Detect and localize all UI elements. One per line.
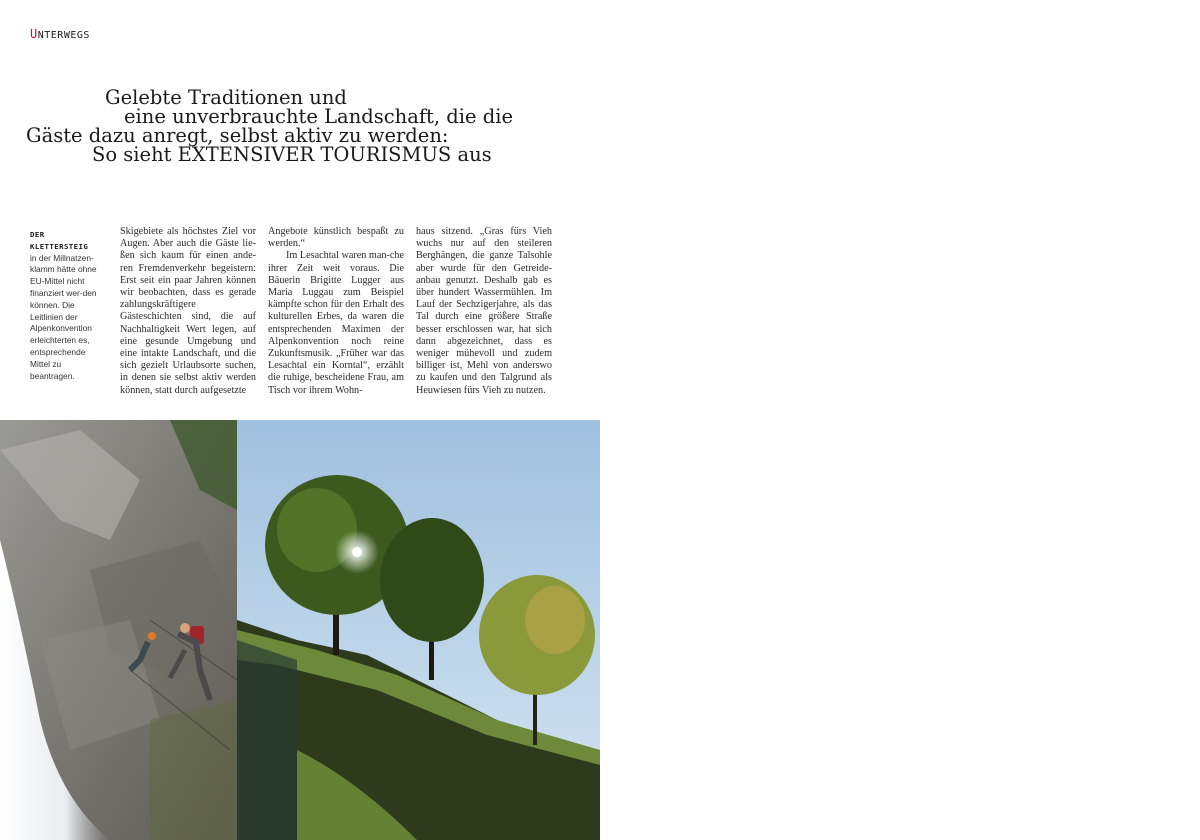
paragraph: Angebote künstlich bespaßt zu werden.“	[268, 226, 404, 250]
section-label-rest: NTERWEGS	[37, 30, 90, 41]
paragraph: haus sitzend. „Gras fürs Vieh wuchs nur auf den steileren Berghängen, die ganze Talsohle aber wurde für den Getreide-anbau genutzt. Deshalb gab es über hundert Wassermühlen. Im Lauf der Sechzigerjahre, als das Tal durch eine größere Straße besser erschlossen war, hat sich dann abgezeichnet, dass es weniger mühevoll und zudem billiger ist, Mehl von anderswo zu kaufen und den Talgrund als Heuwiesen fürs Vieh zu nutzen.	[416, 226, 552, 396]
caption-title-2: KLETTERSTEIG	[30, 241, 89, 251]
headline-line-2: eine unverbrauchte Landschaft, die die	[124, 105, 514, 128]
photo-caption	[30, 229, 102, 382]
headline-line-1: Gelebte Traditionen und	[105, 86, 347, 109]
paragraph: Skigebiete als höchstes Ziel vor Augen. Aber auch die Gäste lie-ßen sich kaum für einen ande-ren Fremdenverkehr begeistern: Erst seit ein paar Jahren können wir beobachten, dass es gerade zahlungskräftigere Gästeschichten sind, die auf Nachhaltigkeit Wert legen, auf eine gesunde Umgebung und eine intakte Landschaft, und die sich gezielt Urlaubsorte suchen, in denen sie selbst aktiv werden können, statt durch aufgesetzte	[120, 226, 256, 396]
body-column-3	[416, 226, 552, 397]
photo-strip	[0, 420, 600, 840]
body-column-2	[268, 226, 404, 397]
section-label	[30, 27, 90, 41]
headline-line-4: So sieht EXTENSIVER TOURISMUS aus	[92, 143, 492, 166]
body-column-1	[120, 226, 256, 397]
caption-text: in der Millnatzen-klamm hätte ohne EU-Mittel nicht finanziert wer-den können. Die Leitlinien der Alpenkonvention erleichterten es, entsprechende Mittel zu beantragen.	[30, 252, 97, 381]
section-label-initial: U	[30, 27, 38, 41]
caption-title-1: DER	[30, 230, 45, 239]
via-ferrata-climbers-photo	[0, 420, 237, 840]
headline-line-3: Gäste dazu anregt, selbst aktiv zu werden:	[26, 124, 449, 147]
trees-on-hillside-photo	[237, 420, 600, 840]
paragraph: Im Lesachtal waren man-che ihrer Zeit weit voraus. Die Bäuerin Brigitte Lugger aus Maria Luggau zum Beispiel kämpfte schon für den Erhalt des kulturellen Erbes, da waren die entsprechenden Maximen der Alpenkonvention noch reine Zukunftsmusik. „Früher war das Lesachtal ein Korntal“, erzählt die ruhige, bescheidene Frau, am Tisch vor ihrem Wohn-	[268, 250, 404, 396]
